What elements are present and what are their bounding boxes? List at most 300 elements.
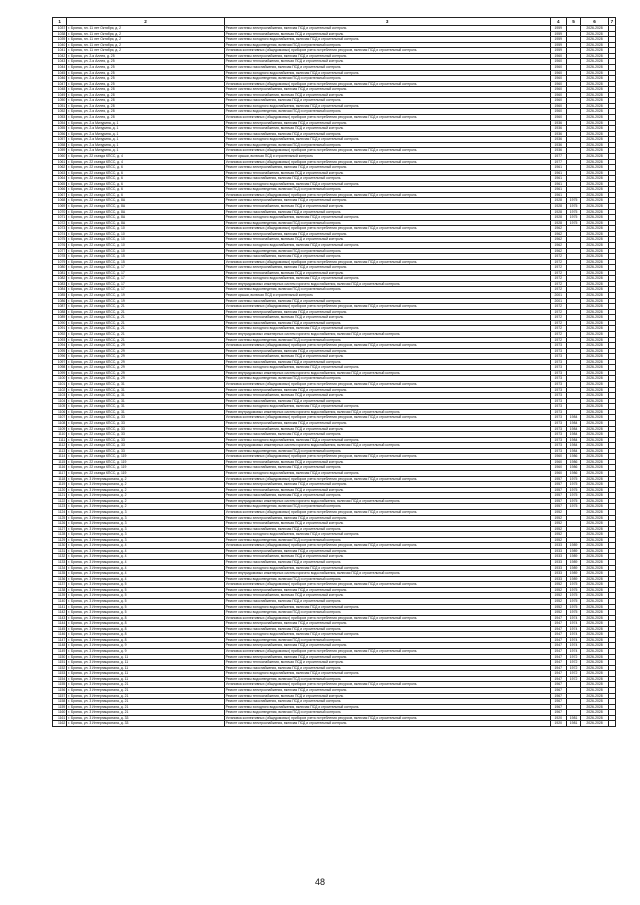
row-number: 1132: [53, 554, 67, 560]
planned-period: 2026-2028: [581, 59, 609, 65]
build-year: 1947: [550, 671, 566, 677]
work-type: Ремонт внутридомовых инженерных систем горячего водоснабжения, включая ПСД и строительный контроль: [224, 409, 550, 415]
build-year: 1960: [550, 76, 566, 82]
build-year: 1960: [550, 59, 566, 65]
build-year: 1973: [550, 343, 566, 349]
planned-period: 2026-2028: [581, 187, 609, 193]
planned-period: 2026-2028: [581, 103, 609, 109]
build-year: 1959: [550, 31, 566, 37]
row-number: 1153: [53, 671, 67, 677]
planned-period: 2026-2028: [581, 560, 609, 566]
planned-period: 2026-2028: [581, 376, 609, 382]
build-year: 1973: [550, 432, 566, 438]
work-type: Ремонт системы водоотведения, включая ПСД и строительный контроль: [224, 142, 550, 148]
build-year: 1952: [550, 593, 566, 599]
row-number: 1156: [53, 687, 67, 693]
build-year: 1936: [550, 131, 566, 137]
house-address: г. Брянск, ул. 2-я Мичурина, д. 1: [67, 126, 224, 132]
house-address: г. Брянск, ул. 22 съезда КПСС, д. 29: [67, 348, 224, 354]
build-year: 1972: [550, 326, 566, 332]
row-number: 1038: [53, 31, 67, 37]
row-number: 1084: [53, 287, 67, 293]
house-address: г. Брянск, ул. 3 Интернационала, д. 5: [67, 610, 224, 616]
house-address: г. Брянск, ул. 2-я Мичурина, д. 1: [67, 142, 224, 148]
planned-period: 2026-2028: [581, 487, 609, 493]
work-type: Ремонт системы газоснабжения, включая ПСД и строительный контроль: [224, 560, 550, 566]
row-number: 1154: [53, 676, 67, 682]
reconstruction-year: 1974: [566, 615, 580, 621]
planned-period: 2026-2028: [581, 309, 609, 315]
work-type: Ремонт системы газоснабжения, включая ПСД и строительный контроль: [224, 320, 550, 326]
row-number: 1074: [53, 231, 67, 237]
work-type: Ремонт системы электроснабжения, включая ПСД и строительный контроль: [224, 53, 550, 59]
house-address: г. Брянск, ул. 3 Интернационала, д. 2: [67, 476, 224, 482]
work-type: Установка коллективных (общедомовых) приборов учета потребления ресурсов, включая ПСД и строительный контроль: [224, 115, 550, 121]
house-address: г. Брянск, ул. 22 съезда КПСС, д. 17: [67, 270, 224, 276]
build-year: 1952: [550, 610, 566, 616]
reconstruction-year: 1975: [566, 587, 580, 593]
work-type: Ремонт системы водоотведения, включая ПСД и строительный контроль: [224, 448, 550, 454]
row-number: 1122: [53, 498, 67, 504]
table-body: [53, 18, 616, 727]
row-number: 1096: [53, 354, 67, 360]
build-year: 1972: [550, 309, 566, 315]
planned-period: 2026-2028: [581, 548, 609, 554]
build-year: 1973: [550, 415, 566, 421]
column-header: 4: [550, 18, 566, 26]
planned-period: 2026-2028: [581, 437, 609, 443]
house-address: г. Брянск, ул. 2-я Аллея, д. 25: [67, 53, 224, 59]
work-type: Установка коллективных (общедомовых) приборов учета потребления ресурсов, включая ПСД и строительный контроль: [224, 476, 550, 482]
build-year: 1960: [550, 64, 566, 70]
planned-period: 2026-2028: [581, 404, 609, 410]
planned-period: 2026-2028: [581, 254, 609, 260]
row-number: 1057: [53, 137, 67, 143]
planned-period: 2026-2028: [581, 209, 609, 215]
build-year: 1973: [550, 365, 566, 371]
reconstruction-year: 1984: [566, 437, 580, 443]
planned-period: 2026-2028: [581, 370, 609, 376]
house-address: г. Брянск, ул. 3 Интернационала, д. 4: [67, 571, 224, 577]
reconstruction-year: 1989: [566, 560, 580, 566]
house-address: г. Брянск, ул. 22 съезда КПСС, д. 17: [67, 281, 224, 287]
build-year: 1972: [550, 287, 566, 293]
work-type: Установка коллективных (общедомовых) приборов учета потребления ресурсов, включая ПСД и строительный контроль: [224, 382, 550, 388]
row-number: 1050: [53, 98, 67, 104]
house-address: г. Брянск, ул. 3 Интернационала, д. 5: [67, 593, 224, 599]
row-number: 1157: [53, 693, 67, 699]
planned-period: 2026-2028: [581, 649, 609, 655]
work-type: Ремонт системы газоснабжения, включая ПСД и строительный контроль: [224, 598, 550, 604]
build-year: 1952: [550, 509, 566, 515]
build-year: 1960: [550, 98, 566, 104]
planned-period: 2026-2028: [581, 676, 609, 682]
house-address: г. Брянск, ул. 22 съезда КПСС, д. 15: [67, 254, 224, 260]
house-address: г. Брянск, ул. 22 съезда КПСС, д. 19: [67, 298, 224, 304]
reconstruction-year: 1975: [566, 487, 580, 493]
planned-period: 2026-2028: [581, 37, 609, 43]
row-number: 1088: [53, 309, 67, 315]
row-number: 1101: [53, 382, 67, 388]
build-year: 1961: [550, 187, 566, 193]
work-type: Ремонт системы водоотведения, включая ПСД и строительный контроль: [224, 220, 550, 226]
build-year: 1973: [550, 359, 566, 365]
row-number: 1146: [53, 632, 67, 638]
house-address: г. Брянск, ул. 2-я Аллея, д. 25: [67, 70, 224, 76]
build-year: 1933: [550, 571, 566, 577]
planned-period: 2026-2028: [581, 637, 609, 643]
row-number: 1150: [53, 654, 67, 660]
row-number: 1131: [53, 548, 67, 554]
planned-period: 2026-2028: [581, 476, 609, 482]
build-year: 1973: [550, 387, 566, 393]
build-year: 1973: [550, 448, 566, 454]
planned-period: 2026-2028: [581, 26, 609, 32]
reconstruction-year: 1972: [566, 676, 580, 682]
row-number: 1053: [53, 115, 67, 121]
planned-period: 2026-2028: [581, 31, 609, 37]
build-year: 1933: [550, 543, 566, 549]
planned-period: 2026-2028: [581, 665, 609, 671]
house-address: г. Брянск, ул. 22 съезда КПСС, д. 33: [67, 432, 224, 438]
row-number: 1102: [53, 387, 67, 393]
row-number: 1133: [53, 560, 67, 566]
row-number: 1073: [53, 226, 67, 232]
work-type: Ремонт системы газоснабжения, включая ПСД и строительный контроль: [224, 398, 550, 404]
row-number: 1114: [53, 454, 67, 460]
house-address: г. Брянск, ул. 2-я Аллея, д. 25: [67, 81, 224, 87]
house-address: г. Брянск, ул. 22 съезда КПСС, д. 8А: [67, 209, 224, 215]
house-address: г. Брянск, ул. 2-я Аллея, д. 28: [67, 115, 224, 121]
house-address: г. Брянск, ул. 3 Интернационала, д. 33: [67, 721, 224, 727]
work-type: Ремонт системы теплоснабжения, включая ПСД и строительный контроль: [224, 660, 550, 666]
house-address: г. Брянск, ул. 22 съезда КПСС, д. 15: [67, 259, 224, 265]
work-type: Ремонт системы холодного водоснабжения, включая ПСД и строительный контроль: [224, 326, 550, 332]
row-number: 1067: [53, 192, 67, 198]
planned-period: 2026-2028: [581, 326, 609, 332]
reconstruction-year: 1975: [566, 498, 580, 504]
planned-period: 2026-2028: [581, 237, 609, 243]
house-address: г. Брянск, ул. 3 Интернационала, д. 11: [67, 654, 224, 660]
build-year: 1952: [550, 587, 566, 593]
build-year: 1973: [550, 404, 566, 410]
work-type: Ремонт системы газоснабжения, включая ПСД и строительный контроль: [224, 98, 550, 104]
planned-period: 2026-2028: [581, 415, 609, 421]
work-type: Ремонт системы теплоснабжения, включая ПСД и строительный контроль: [224, 31, 550, 37]
reconstruction-year: 1974: [566, 626, 580, 632]
work-type: Установка коллективных (общедомовых) приборов учета потребления ресурсов, включая ПСД и строительный контроль: [224, 81, 550, 87]
reconstruction-year: 1989: [566, 548, 580, 554]
work-type: Ремонт внутридомовых инженерных систем горячего водоснабжения, включая ПСД и строительный контроль: [224, 498, 550, 504]
house-address: г. Брянск, ул. 22 съезда КПСС, д. 10: [67, 226, 224, 232]
house-address: г. Брянск, ул. 3 Интернационала, д. 3: [67, 515, 224, 521]
house-address: г. Брянск, ул. 3 Интернационала, д. 21: [67, 699, 224, 705]
row-number: 1162: [53, 721, 67, 727]
build-year: 1952: [550, 598, 566, 604]
house-address: г. Брянск, ул. 22 съезда КПСС, д. 6: [67, 176, 224, 182]
planned-period: 2026-2028: [581, 465, 609, 471]
work-type: Ремонт системы водоотведения, включая ПСД и строительный контроль: [224, 537, 550, 543]
house-address: г. Брянск, ул. 22 съезда КПСС, д. 17: [67, 276, 224, 282]
build-year: 1967: [550, 687, 566, 693]
house-address: г. Брянск, ул. 3 Интернационала, д. 5: [67, 604, 224, 610]
house-address: г. Брянск, ул. 22 съезда КПСС, д. 33: [67, 443, 224, 449]
build-year: 1957: [550, 504, 566, 510]
reconstruction-year: 1986: [566, 471, 580, 477]
build-year: 1959: [550, 48, 566, 54]
work-type: Ремонт системы электроснабжения, включая ПСД и строительный контроль: [224, 231, 550, 237]
work-type: Ремонт системы теплоснабжения, включая ПСД и строительный контроль: [224, 459, 550, 465]
planned-period: 2026-2028: [581, 98, 609, 104]
reconstruction-year: 1975: [566, 476, 580, 482]
house-address: г. Брянск, ул. 2-я Аллея, д. 28: [67, 98, 224, 104]
row-number: 1149: [53, 649, 67, 655]
planned-period: 2026-2028: [581, 231, 609, 237]
planned-period: 2026-2028: [581, 532, 609, 538]
house-address: г. Брянск, ул. 22 съезда КПСС, д. 29: [67, 376, 224, 382]
build-year: 1936: [550, 142, 566, 148]
planned-period: 2026-2028: [581, 270, 609, 276]
reconstruction-year: 1984: [566, 420, 580, 426]
planned-period: 2026-2028: [581, 315, 609, 321]
row-number: 1105: [53, 404, 67, 410]
row-number: 1086: [53, 298, 67, 304]
house-address: г. Брянск, ул. 22 съезда КПСС, д. 29: [67, 370, 224, 376]
reconstruction-year: 1984: [566, 432, 580, 438]
reconstruction-year: 1989: [566, 565, 580, 571]
house-address: г. Брянск, ул. 22 съезда КПСС, д. 4: [67, 159, 224, 165]
work-type: Ремонт системы газоснабжения, включая ПСД и строительный контроль: [224, 131, 550, 137]
work-type: Ремонт системы газоснабжения, включая ПСД и строительный контроль: [224, 209, 550, 215]
planned-period: 2026-2028: [581, 281, 609, 287]
planned-period: 2026-2028: [581, 660, 609, 666]
build-year: 1960: [550, 70, 566, 76]
build-year: 1933: [550, 554, 566, 560]
planned-period: 2026-2028: [581, 565, 609, 571]
work-type: Ремонт системы газоснабжения, включая ПСД и строительный контроль: [224, 432, 550, 438]
build-year: 1972: [550, 254, 566, 260]
reconstruction-year: 1989: [566, 576, 580, 582]
work-type: Ремонт системы холодного водоснабжения, включая ПСД и строительный контроль: [224, 242, 550, 248]
reconstruction-year: 1989: [566, 554, 580, 560]
house-address: г. Брянск, ул. 22 съезда КПСС, д. 6: [67, 181, 224, 187]
house-address: г. Брянск, ул. 3 Интернационала, д. 11: [67, 665, 224, 671]
house-address: г. Брянск, ул. 3 Интернационала, д. 8: [67, 621, 224, 627]
house-address: г. Брянск, ул. 3 Интернационала, д. 8: [67, 626, 224, 632]
house-address: г. Брянск, ул. 3 Интернационала, д. 4: [67, 576, 224, 582]
house-address: г. Брянск, ул. 22 съезда КПСС, д. 21: [67, 304, 224, 310]
house-address: г. Брянск, ул. 3 Интернационала, д. 4: [67, 565, 224, 571]
work-type: Ремонт системы теплоснабжения, включая ПСД и строительный контроль: [224, 126, 550, 132]
reconstruction-year: 1975: [566, 582, 580, 588]
planned-period: 2026-2028: [581, 526, 609, 532]
build-year: 1947: [550, 676, 566, 682]
house-address: г. Брянск, ул. 22 съезда КПСС, д. 10: [67, 248, 224, 254]
planned-period: 2026-2028: [581, 582, 609, 588]
house-address: г. Брянск, ул. 3 Интернационала, д. 5: [67, 598, 224, 604]
house-address: г. Брянск, ул. 3 Интернационала, д. 2: [67, 487, 224, 493]
work-type: Ремонт системы водоотведения, включая ПСД и строительный контроль: [224, 109, 550, 115]
build-year: 1962: [550, 237, 566, 243]
build-year: 1972: [550, 270, 566, 276]
planned-period: 2026-2028: [581, 610, 609, 616]
row-number: 1047: [53, 81, 67, 87]
house-address: г. Брянск, ул. 22 съезда КПСС, д. 6: [67, 192, 224, 198]
house-address: г. Брянск, ул. 22 съезда КПСС, д. 21: [67, 320, 224, 326]
house-address: г. Брянск, ул. 22 съезда КПСС, д. 33: [67, 437, 224, 443]
work-type: Установка коллективных (общедомовых) приборов учета потребления ресурсов, включая ПСД и строительный контроль: [224, 148, 550, 154]
build-year: 1952: [550, 537, 566, 543]
row-number: 1079: [53, 259, 67, 265]
reconstruction-year: 1975: [566, 610, 580, 616]
planned-period: 2026-2028: [581, 181, 609, 187]
planned-period: 2026-2028: [581, 498, 609, 504]
planned-period: 2026-2028: [581, 242, 609, 248]
house-address: г. Брянск, ул. 2-я Мичурина, д. 1: [67, 148, 224, 154]
planned-period: 2026-2028: [581, 382, 609, 388]
house-address: г. Брянск, ул. 2-я Мичурина, д. 1: [67, 131, 224, 137]
build-year: 1952: [550, 521, 566, 527]
house-address: г. Брянск, ул. 3 Интернационала, д. 4: [67, 554, 224, 560]
row-number: 1064: [53, 176, 67, 182]
planned-period: 2026-2028: [581, 304, 609, 310]
row-number: 1075: [53, 237, 67, 243]
work-type: Установка коллективных (общедомовых) приборов учета потребления ресурсов, включая ПСД и строительный контроль: [224, 509, 550, 515]
planned-period: 2026-2028: [581, 348, 609, 354]
planned-period: 2026-2028: [581, 576, 609, 582]
work-type: Установка коллективных (общедомовых) приборов учета потребления ресурсов, включая ПСД и строительный контроль: [224, 582, 550, 588]
planned-period: 2026-2028: [581, 432, 609, 438]
row-number: 1094: [53, 343, 67, 349]
capital-repair-table: [52, 17, 616, 727]
reconstruction-year: 1974: [566, 643, 580, 649]
column-header: 1: [53, 18, 67, 26]
work-type: Ремонт системы водоотведения, включая ПСД и строительный контроль: [224, 676, 550, 682]
planned-period: 2026-2028: [581, 92, 609, 98]
work-type: Ремонт системы холодного водоснабжения, включая ПСД и строительный контроль: [224, 365, 550, 371]
work-type: Ремонт системы холодного водоснабжения, включая ПСД и строительный контроль: [224, 704, 550, 710]
planned-period: 2026-2028: [581, 192, 609, 198]
column-header: 7: [608, 18, 615, 26]
planned-period: 2026-2028: [581, 365, 609, 371]
work-type: Ремонт системы водоотведения, включая ПСД и строительный контроль: [224, 187, 550, 193]
register-sheet: [52, 17, 616, 727]
work-type: Ремонт системы газоснабжения, включая ПСД и строительный контроль: [224, 298, 550, 304]
build-year: 1973: [550, 443, 566, 449]
column-header: 6: [581, 18, 609, 26]
house-address: г. Брянск, ул. 2-я Аллея, д. 28: [67, 103, 224, 109]
build-year: 1957: [550, 476, 566, 482]
row-number: 1043: [53, 59, 67, 65]
build-year: 1972: [550, 331, 566, 337]
house-address: г. Брянск, ул. 3 Интернационала, д. 4: [67, 548, 224, 554]
house-address: г. Брянск, ул. 3 Интернационала, д. 2: [67, 504, 224, 510]
house-address: г. Брянск, ул. 2-я Аллея, д. 25: [67, 76, 224, 82]
planned-period: 2026-2028: [581, 448, 609, 454]
work-type: Ремонт системы холодного водоснабжения, включая ПСД и строительный контроль: [224, 103, 550, 109]
work-type: Ремонт системы электроснабжения, включая ПСД и строительный контроль: [224, 348, 550, 354]
work-type: Ремонт системы электроснабжения, включая ПСД и строительный контроль: [224, 482, 550, 488]
row-number: 1085: [53, 293, 67, 299]
house-address: г. Брянск, ул. 22 съезда КПСС, д. 6: [67, 187, 224, 193]
planned-period: 2026-2028: [581, 554, 609, 560]
row-number: 1116: [53, 465, 67, 471]
planned-period: 2026-2028: [581, 682, 609, 688]
work-type: Ремонт системы теплоснабжения, включая ПСД и строительный контроль: [224, 59, 550, 65]
build-year: 1972: [550, 276, 566, 282]
row-number: 1104: [53, 398, 67, 404]
row-number: 1152: [53, 665, 67, 671]
build-year: 1961: [550, 170, 566, 176]
house-address: г. Брянск, ул. 3 Интернационала, д. 2: [67, 493, 224, 499]
planned-period: 2026-2028: [581, 387, 609, 393]
row-number: 1090: [53, 320, 67, 326]
planned-period: 2026-2028: [581, 459, 609, 465]
build-year: 1947: [550, 660, 566, 666]
work-type: Ремонт системы водоотведения, включая ПСД и строительный контроль: [224, 376, 550, 382]
work-type: Ремонт системы холодного водоснабжения, включая ПСД и строительный контроль: [224, 181, 550, 187]
reconstruction-year: 1984: [566, 443, 580, 449]
work-type: Установка коллективных (общедомовых) приборов учета потребления ресурсов, включая ПСД и строительный контроль: [224, 715, 550, 721]
house-address: г. Брянск, ул. 22 съезда КПСС, д. 21: [67, 309, 224, 315]
row-number: 1042: [53, 53, 67, 59]
house-address: г. Брянск, ул. 22 съезда КПСС, д. 29: [67, 359, 224, 365]
build-year: 1936: [550, 120, 566, 126]
work-type: Ремонт системы газоснабжения, включая ПСД и строительный контроль: [224, 699, 550, 705]
work-type: Ремонт системы холодного водоснабжения, включая ПСД и строительный контроль: [224, 404, 550, 410]
planned-period: 2026-2028: [581, 165, 609, 171]
work-type: Ремонт системы электроснабжения, включая ПСД и строительный контроль: [224, 654, 550, 660]
row-number: 1081: [53, 270, 67, 276]
planned-period: 2026-2028: [581, 81, 609, 87]
house-address: г. Брянск, ул. 22 съезда КПСС, д. 29: [67, 343, 224, 349]
house-address: г. Брянск, пл. 11 лет Октября, д. 2: [67, 26, 224, 32]
house-address: г. Брянск, ул. 3 Интернационала, д. 3: [67, 521, 224, 527]
build-year: 1957: [550, 482, 566, 488]
planned-period: 2026-2028: [581, 354, 609, 360]
row-number: 1083: [53, 281, 67, 287]
planned-period: 2026-2028: [581, 515, 609, 521]
row-number: 1059: [53, 148, 67, 154]
house-address: г. Брянск, ул. 3 Интернационала, д. 8: [67, 632, 224, 638]
planned-period: 2026-2028: [581, 398, 609, 404]
planned-period: 2026-2028: [581, 493, 609, 499]
build-year: 1947: [550, 665, 566, 671]
house-address: г. Брянск, ул. 2-я Аллея, д. 28: [67, 87, 224, 93]
build-year: 1973: [550, 426, 566, 432]
house-address: г. Брянск, ул. 3 Интернационала, д. 5: [67, 587, 224, 593]
house-address: г. Брянск, ул. 22 съезда КПСС, д. 119: [67, 471, 224, 477]
reconstruction-year: 1974: [566, 621, 580, 627]
row-number: 1068: [53, 198, 67, 204]
work-type: Ремонт системы электроснабжения, включая ПСД и строительный контроль: [224, 643, 550, 649]
planned-period: 2026-2028: [581, 699, 609, 705]
build-year: 1960: [550, 465, 566, 471]
reconstruction-year: 1975: [566, 604, 580, 610]
build-year: 1952: [550, 526, 566, 532]
house-address: г. Брянск, ул. 22 съезда КПСС, д. 33: [67, 415, 224, 421]
row-number: 1148: [53, 643, 67, 649]
work-type: Ремонт системы электроснабжения, включая ПСД и строительный контроль: [224, 420, 550, 426]
work-type: Установка коллективных (общедомовых) приборов учета потребления ресурсов, включая ПСД и строительный контроль: [224, 649, 550, 655]
planned-period: 2026-2028: [581, 120, 609, 126]
row-number: 1091: [53, 326, 67, 332]
build-year: 1961: [550, 181, 566, 187]
row-number: 1055: [53, 126, 67, 132]
reconstruction-year: 1975: [566, 504, 580, 510]
row-number: 1071: [53, 215, 67, 221]
work-type: Ремонт системы электроснабжения, включая ПСД и строительный контроль: [224, 721, 550, 727]
